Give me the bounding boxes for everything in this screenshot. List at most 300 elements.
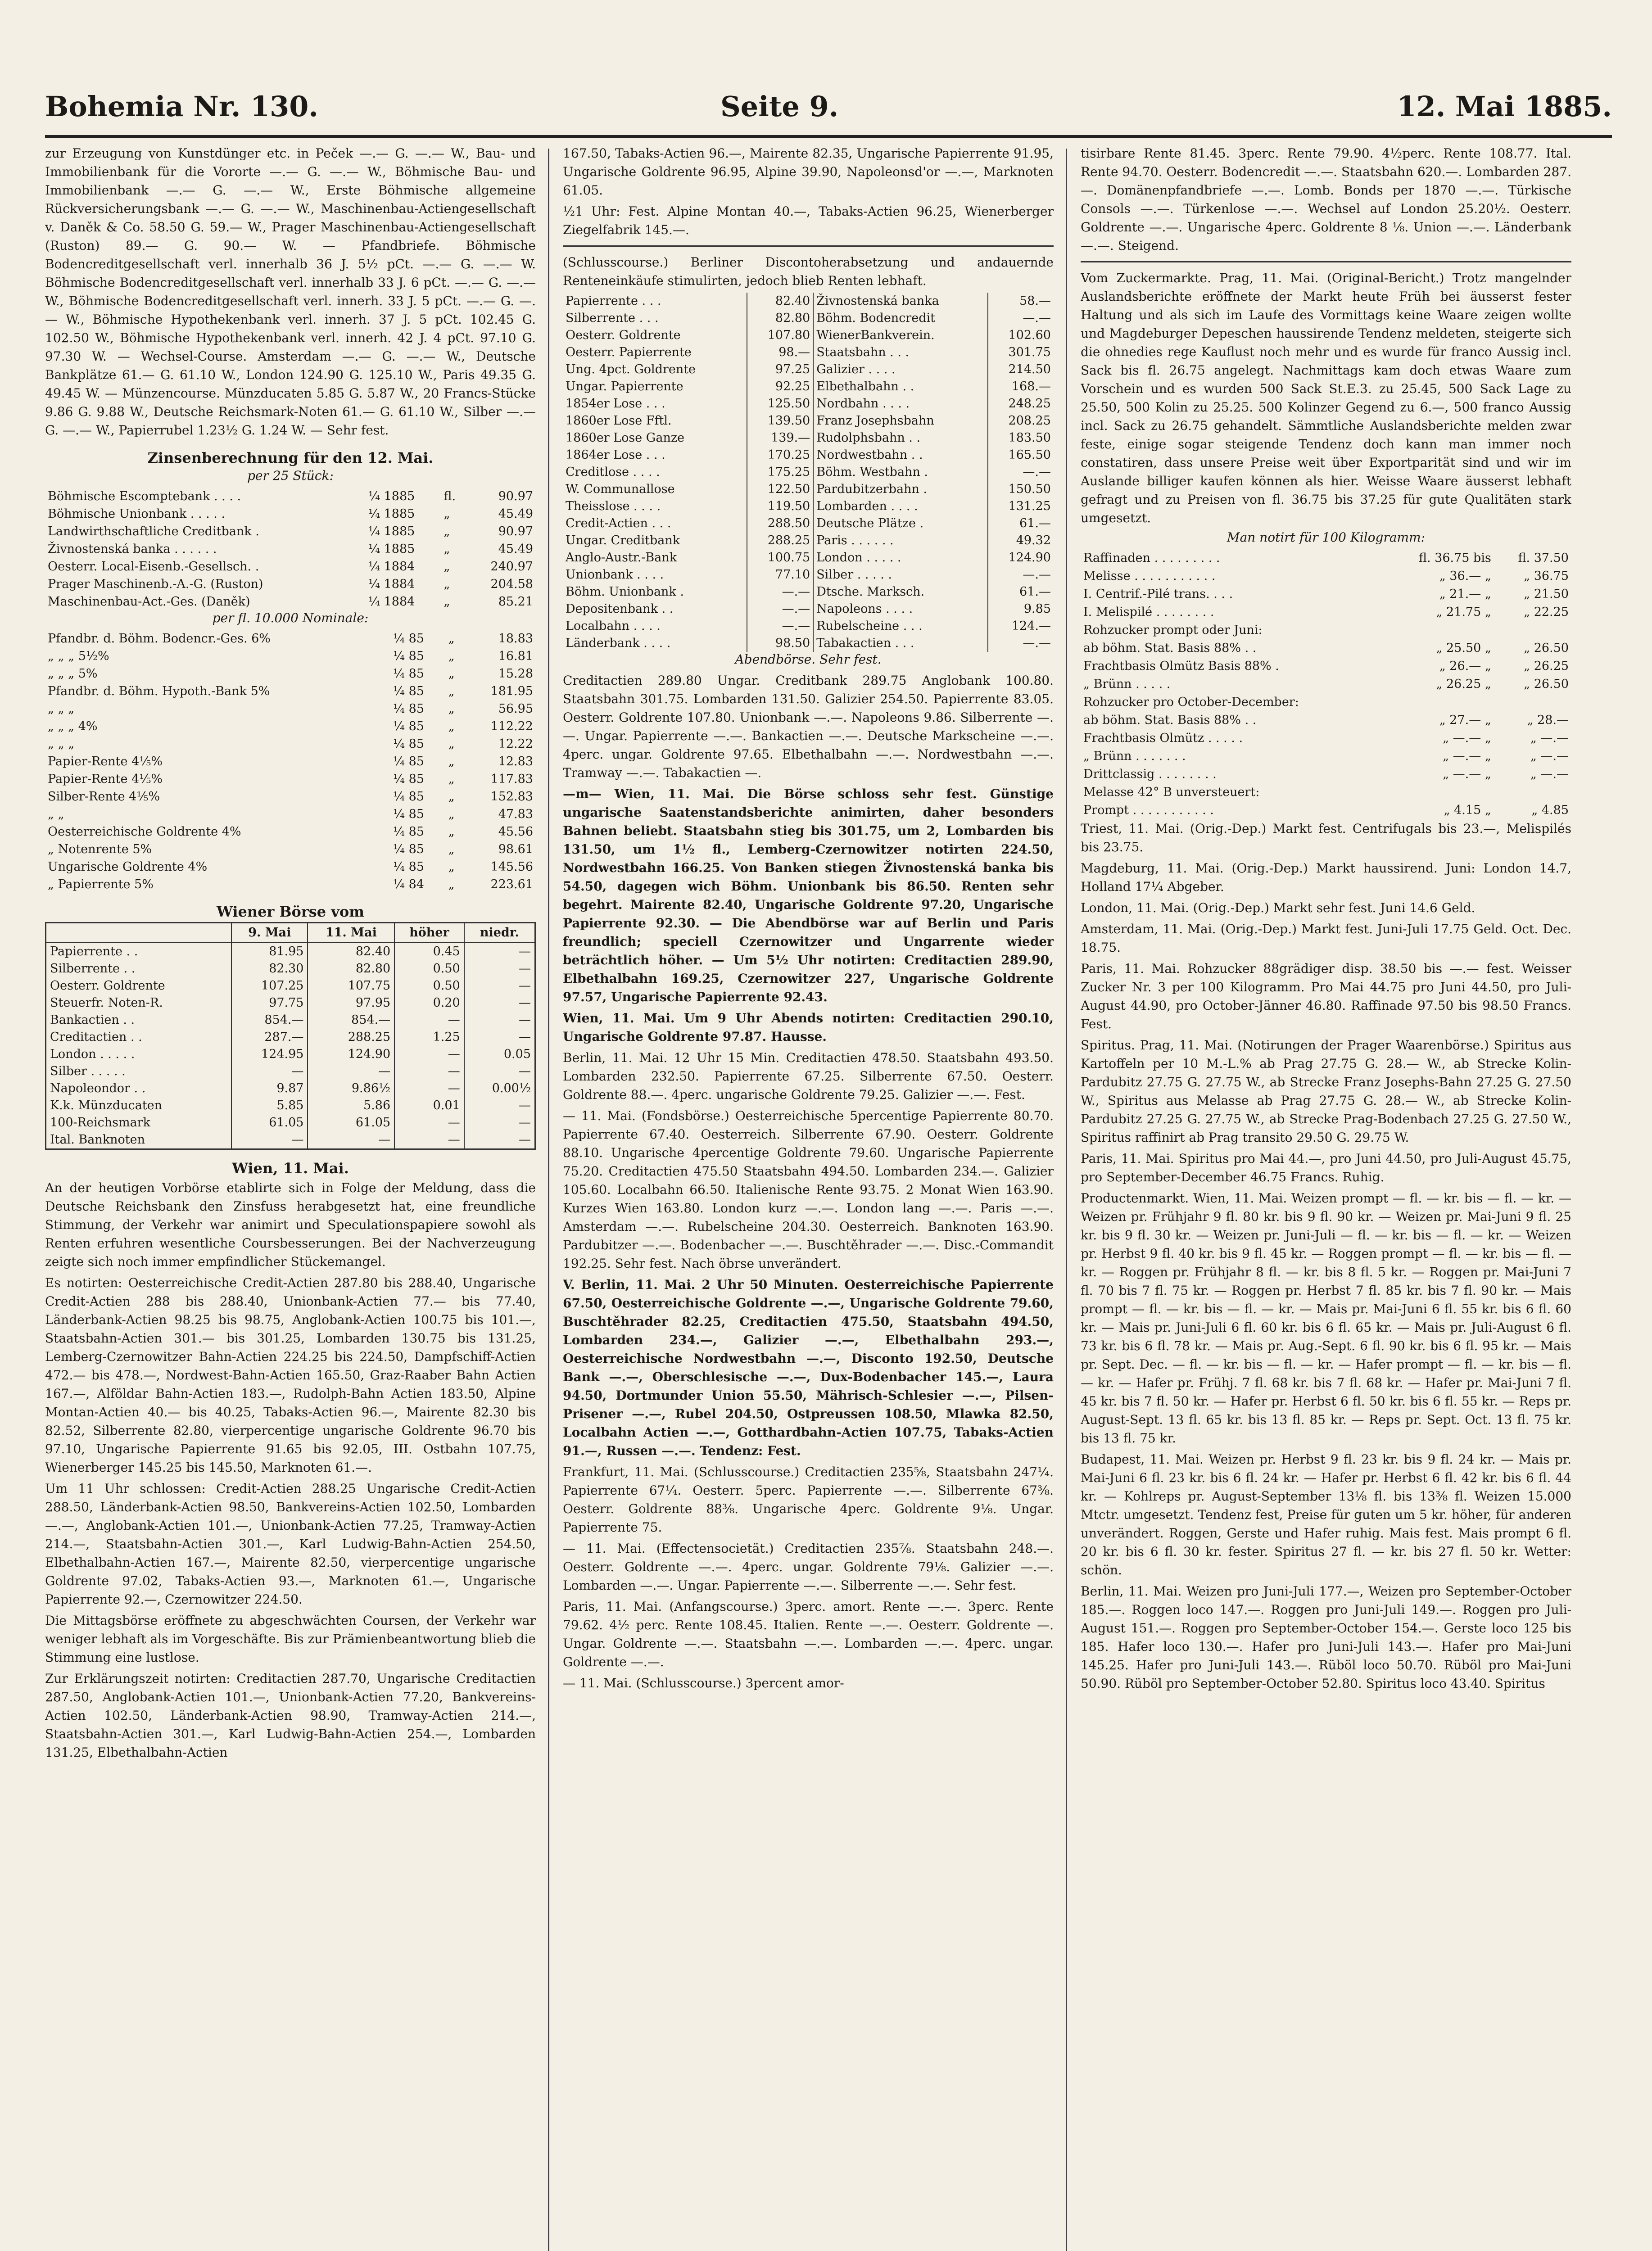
table-cell: Böhmische Unionbank . . . . . <box>48 507 226 521</box>
table-cell: 81.95 <box>231 943 308 960</box>
table-row <box>1081 729 1571 747</box>
table-row <box>46 1046 535 1063</box>
table-row <box>45 575 536 593</box>
table-row <box>45 647 536 665</box>
column-3 <box>1081 144 1571 2251</box>
table-cell: 100-Reichsmark <box>46 1114 232 1131</box>
table-row <box>46 960 535 977</box>
table-cell: 112.22 <box>490 719 533 733</box>
report-paragraph: Budapest, 11. Mai. Weizen pr. Herbst 9 fl. 23 kr. bis 9 fl. 24 kr. — Mais pr. Mai-Juni 6 fl. 23 kr. bis 6 fl. 24 kr. — Hafer pr. Herbst 6 fl. 42 kr. bis 6 fl. 44 kr. — Kohlreps pr. August-September 13⅛ fl. bis 13⅜ fl. Weizen 15.000 Mtctr. umgesetzt. Tendenz fest, Preise für guten um 5 kr. höher, für anderen unverändert. Roggen, Gerste und Hafer ruhig. Mais fest. Mais prompt 6 fl. 20 kr. bis 6 fl. 30 kr. fester. Spiritus 27 fl. — kr. bis 27 fl. 50 kr. Wetter: schön. <box>1081 1452 1571 1578</box>
table-row <box>45 488 536 505</box>
report-paragraph: An der heutigen Vorbörse etablirte sich in Folge der Meldung, dass die Deutsche Reichsbank den Zinsfuss herabgesetzt hat, eine freundliche Stimmung, der Verkehr war animirt und Speculationspapiere sowohl als Renten erfuhren wesentliche Coursbesserungen. Bei der Nachverzeugung zeigte sich noch immer empfindlicher Stückemangel. <box>45 1180 536 1269</box>
table-row <box>563 429 1054 447</box>
divider <box>563 245 1054 247</box>
section-subtitle: Abendbörse. Sehr fest. <box>735 652 882 667</box>
table-cell: ¼ 85 <box>393 719 424 733</box>
table-row <box>45 753 536 770</box>
report-paragraph: — 11. Mai. (Fondsbörse.) Oesterreichische 5percentige Papierrente 80.70. Papierrente 67.40. Oesterreich. Silberrente 67.90. Oesterr. Goldrente 88.10. Ungarische 4percentige Goldrente 79.60. Ungarische Papierrente 75.20. Creditactien 475.50 Staatsbahn 494.50. Lombarden 234.—. Galizier 105.60. Localbahn 66.50. Italienische Rente 93.75. 2 Monat Wien 163.90. Kurzes Wien 163.80. London kurz —.—. London lang —.—. Paris —.—. Amsterdam —.—. Rubelscheine 204.30. Oesterreich. Banknoten 163.90. Pardubitzer —.—. Bodenbacher —.—. Buschtěhrader —.—. Disc.-Commandit 192.25. Sehr fest. Nach öbrse unverändert. <box>563 1108 1054 1271</box>
table-cell: „ Brünn . . . . . . . <box>1083 749 1186 763</box>
table-cell: Papier-Rente 4⅕% <box>48 755 163 768</box>
table-cell: — <box>464 1097 535 1114</box>
table-cell: 58.— <box>988 293 1054 310</box>
table-cell: Oesterr. Papierrente <box>566 345 692 359</box>
table-cell: fl. 37.50 <box>1518 551 1569 565</box>
table-cell: 107.80 <box>747 327 813 344</box>
column-header <box>46 923 232 943</box>
table-cell: — <box>394 1114 464 1131</box>
table-cell: 9.87 <box>231 1080 308 1097</box>
table-row <box>1081 783 1571 801</box>
table-row <box>563 447 1054 464</box>
table-cell: 45.49 <box>498 507 533 521</box>
table-row <box>46 1063 535 1080</box>
table-cell: Ital. Banknoten <box>46 1131 232 1149</box>
interest-table-nominal <box>45 630 536 893</box>
table-cell: 85.21 <box>498 595 533 609</box>
table-cell: ab böhm. Stat. Basis 88% . . <box>1083 713 1257 727</box>
table-cell: 0.05 <box>464 1046 535 1063</box>
table-cell: —.— <box>988 635 1054 652</box>
table-cell: —.— <box>988 464 1054 481</box>
table-cell: „ <box>448 842 455 856</box>
column-header: 9. Mai <box>231 923 308 943</box>
table-cell: Nordwestbahn . . <box>813 447 988 464</box>
table-row <box>563 327 1054 344</box>
report-paragraph: Magdeburg, 11. Mai. (Orig.-Dep.) Markt haussirend. Juni: London 14.7, Holland 17¼ Abgeber. <box>1081 861 1571 894</box>
table-cell: ¼ 1885 <box>368 507 415 521</box>
interest-table <box>45 488 536 610</box>
table-cell: 47.83 <box>498 807 533 821</box>
table-cell: 301.75 <box>988 344 1054 361</box>
table-cell: 131.25 <box>988 498 1054 515</box>
table-cell: 107.25 <box>231 977 308 994</box>
table-cell: „ 27.— „ <box>1439 713 1491 727</box>
table-cell: — <box>231 1131 308 1149</box>
table-cell: Silber . . . . . <box>813 566 988 583</box>
table-cell: Frachtbasis Olmütz . . . . . <box>1083 731 1243 745</box>
table-cell: — <box>464 1029 535 1046</box>
table-cell: Unionbank . . . . <box>566 568 664 582</box>
table-cell: Papierrente . . <box>46 943 232 960</box>
table-cell: Prager Maschinenb.-A.-G. (Ruston) <box>48 577 263 591</box>
table-row <box>1081 549 1571 567</box>
table-cell: 92.25 <box>747 378 813 395</box>
table-cell: —.— <box>747 583 813 601</box>
table-cell: 56.95 <box>498 702 533 716</box>
newspaper-page <box>45 77 1612 2251</box>
table-cell: 208.25 <box>988 412 1054 429</box>
table-cell: Napoleondor . . <box>46 1080 232 1097</box>
table-cell: Elbethalbahn . . <box>813 378 988 395</box>
table-cell: „ —.— <box>1530 731 1569 745</box>
table-cell: Rohzucker prompt oder Juni: <box>1083 623 1263 637</box>
table-cell: — <box>394 1046 464 1063</box>
table-cell: Frachtbasis Olmütz Basis 88% . <box>1083 659 1279 673</box>
issue-label: Bohemia Nr. 130. <box>45 90 319 123</box>
table-cell: ¼ 85 <box>393 772 424 786</box>
table-row <box>45 805 536 823</box>
table-cell: 82.40 <box>747 293 813 310</box>
table-row <box>563 532 1054 549</box>
table-cell: „ 36.— „ <box>1439 569 1491 583</box>
table-row <box>563 361 1054 378</box>
report-paragraph: V. Berlin, 11. Mai. 2 Uhr 50 Minuten. Oesterreichische Papierrente 67.50, Oesterreichische Goldrente —.—, Ungarische Goldrente 79.60, Buschtěhrader 82.25, Creditactien 475.50, Staatsbahn 494.50, Lombarden 234.—, Galizier —.—, Elbethalbahn 293.—, Oesterreichische Nordwestbahn —.—, Disconto 192.50, Deutsche Bank —.—, Oberschlesische —.—, Dux-Bodenbacher 145.—, Laura 94.50, Dortmunder Union 55.50, Mährisch-Schlesier —.—, Pilsen-Prisener —.—, Rubel 204.50, Ostpreussen 108.50, Mlawka 82.50, Localbahn Actien —.—, Gotthardbahn-Actien 107.75, Tabaks-Actien 91.—, Russen —.—. Tendenz: Fest. <box>563 1277 1054 1458</box>
table-cell: Rudolphsbahn . . <box>813 429 988 447</box>
table-cell: „ <box>448 772 455 786</box>
table-cell: „ 26.50 <box>1524 641 1569 655</box>
table-row <box>45 540 536 558</box>
table-cell: Länderbank . . . . <box>566 636 671 650</box>
table-cell: 15.28 <box>498 667 533 681</box>
report-paragraph: Triest, 11. Mai. (Orig.-Dep.) Markt fest. Centrifugals bis 23.—, Melispilés bis 23.75. <box>1081 821 1571 854</box>
table-cell: 61.— <box>988 515 1054 532</box>
table-cell: „ 26.50 <box>1524 677 1569 691</box>
table-cell: London . . . . . <box>46 1046 232 1063</box>
table-cell: — <box>464 1012 535 1029</box>
page-number: Seite 9. <box>720 90 839 123</box>
table-cell: „ <box>444 560 450 574</box>
table-cell: 287.— <box>231 1029 308 1046</box>
table-cell: Böhm. Bodencredit <box>813 310 988 327</box>
table-cell: 248.25 <box>988 395 1054 412</box>
report-paragraph: Die Mittagsbörse eröffnete zu abgeschwächten Coursen, der Verkehr war weniger lebhaft als im Vorgeschäfte. Bis zur Prämienbeantwortung blieb die Stimmung eine lustlose. <box>45 1613 536 1665</box>
table-cell <box>1386 693 1494 711</box>
table-cell: 82.80 <box>747 310 813 327</box>
table-cell: 45.49 <box>498 542 533 556</box>
report-paragraph: Es notirten: Oesterreichische Credit-Actien 287.80 bis 288.40, Ungarische Credit-Actien 288 bis 288.40, Unionbank-Actien 77.— bis 77.40, Länderbank-Actien 98.25 bis 98.75, Anglobank-Actien 100.75 bis 101.—, Staatsbahn-Actien 301.— bis 301.25, Lombarden 130.75 bis 131.25, Lemberg-Czernowitzer Bahn-Actien 224.25 bis 224.50, Dampfschiff-Actien 472.— bis 478.—, Nordwest-Bahn-Actien 165.50, Graz-Raaber Bahn Actien 167.—, Alföldar Bahn-Actien 183.—, Rudolph-Bahn Actien 183.50, Alpine Montan-Actien 40.— bis 40.25, Tabaks-Actien 96.—, Mairente 82.30 bis 82.52, Silberrente 82.80, vierpercentige ungarische Goldrente 96.70 bis 97.10, Ungarische Papierrente 91.65 bis 92.05, III. Ostbahn 107.75, Wienerberger 145.25 bis 145.50, Marknoten 61.—. <box>45 1275 536 1475</box>
table-cell <box>1386 621 1494 639</box>
table-cell: Maschinenbau-Act.-Ges. (Daněk) <box>48 595 250 609</box>
table-row <box>45 718 536 735</box>
table-cell: 170.25 <box>747 447 813 464</box>
table-cell: Böhmische Escomptebank . . . . <box>48 489 241 503</box>
table-cell: „ <box>448 755 455 768</box>
table-cell: Oesterr. Goldrente <box>46 977 232 994</box>
table-cell: 9.86½ <box>308 1080 394 1097</box>
table-cell: —.— <box>988 566 1054 583</box>
table-cell: Creditlose . . . . <box>566 465 660 479</box>
table-cell: 0.00½ <box>464 1080 535 1097</box>
table-cell: Böhm. Unionbank . <box>566 585 684 599</box>
table-cell: Localbahn . . . . <box>566 619 661 633</box>
table-cell: 124.95 <box>231 1046 308 1063</box>
table-cell: — <box>308 1063 394 1080</box>
table-cell: „ <box>448 719 455 733</box>
table-cell: „ 21.— „ <box>1439 587 1491 601</box>
table-cell: Melisse . . . . . . . . . . . <box>1083 569 1216 583</box>
table-cell: 12.22 <box>498 737 533 751</box>
table-cell: 82.30 <box>231 960 308 977</box>
table-cell <box>1494 693 1571 711</box>
table-row <box>45 683 536 700</box>
table-row <box>563 395 1054 412</box>
table-cell: Ungarische Goldrente 4% <box>48 860 208 874</box>
table-cell: — <box>464 1131 535 1149</box>
table-cell <box>1494 783 1571 801</box>
table-row <box>45 523 536 540</box>
table-cell: — <box>464 943 535 960</box>
report-paragraph: Paris, 11. Mai. Rohzucker 88grädiger disp. 38.50 bis —.— fest. Weisser Zucker Nr. 3 per 100 Kilogramm. Pro Mai 44.75 pro Juni 44.50, pro Juli-August 44.90, pro October-Jänner 46.80. Raffinade 97.50 bis 98.50 Francs. Fest. <box>1081 961 1571 1031</box>
table-cell: London . . . . . <box>813 549 988 566</box>
table-cell: „ <box>448 702 455 716</box>
table-cell: 122.50 <box>747 481 813 498</box>
table-cell: I. Melispilé . . . . . . . . <box>1083 605 1214 619</box>
divider <box>1081 261 1571 262</box>
table-row <box>563 293 1054 310</box>
table-cell: 223.61 <box>490 877 533 891</box>
table-row <box>1081 765 1571 783</box>
report-paragraph: Amsterdam, 11. Mai. (Orig.-Dep.) Markt fest. Juni-Juli 17.75 Geld. Oct. Dec. 18.75. <box>1081 922 1571 955</box>
table-cell: Pfandbr. d. Böhm. Hypoth.-Bank 5% <box>48 684 270 698</box>
table-row <box>45 788 536 805</box>
report-paragraph: — 11. Mai. (Effectensocietät.) Creditactien 235⅞. Staatsbahn 248.—. Oesterr. Goldrente —.—. 4perc. ungar. Goldrente 79⅛. Galizier —.—. Lombarden —.—. Ungar. Papierrente —.—. Silberrente —.—. Sehr fest. <box>563 1541 1054 1593</box>
table-cell: ¼ 85 <box>393 667 424 681</box>
table-cell: Silber-Rente 4⅕% <box>48 790 160 804</box>
table-cell: Bankactien . . <box>46 1012 232 1029</box>
table-cell: 854.— <box>231 1012 308 1029</box>
table-cell: Živnostenská banka . . . . . . <box>48 542 217 556</box>
section-title: Wien, 11. Mai. <box>232 1160 349 1177</box>
table-cell: 1860er Lose Ganze <box>566 431 685 445</box>
table-cell: 183.50 <box>988 429 1054 447</box>
table-cell: 5.86 <box>308 1097 394 1114</box>
table-cell: Rohzucker pro October-December: <box>1083 695 1299 709</box>
table-cell: 214.50 <box>988 361 1054 378</box>
table-cell: 98.— <box>747 344 813 361</box>
column-header: niedr. <box>464 923 535 943</box>
table-cell: ¼ 1885 <box>368 489 415 503</box>
table-cell: „ <box>448 807 455 821</box>
table-row <box>46 1080 535 1097</box>
table-cell: ¼ 85 <box>393 702 424 716</box>
table-cell: ¼ 1884 <box>368 560 415 574</box>
table-cell: ¼ 85 <box>393 807 424 821</box>
table-row <box>45 665 536 683</box>
table-cell: 165.50 <box>988 447 1054 464</box>
table-cell: — <box>394 1012 464 1029</box>
table-cell: Dtsche. Marksch. <box>813 583 988 601</box>
table-cell: Galizier . . . . <box>813 361 988 378</box>
table-cell: 240.97 <box>490 560 533 574</box>
table-cell: „ 26.— „ <box>1439 659 1491 673</box>
table-row <box>563 549 1054 566</box>
table-cell: —.— <box>747 601 813 618</box>
table-cell: Staatsbahn . . . <box>813 344 988 361</box>
report-paragraph: Zur Erklärungszeit notirten: Creditactien 287.70, Ungarische Creditactien 287.50, Anglobank-Actien 101.—, Unionbank-Actien 77.20, Bankvereins-Actien 102.50, Länderbank-Actien 98.90, Tramway-Actien 214.—, Staatsbahn-Actien 301.—, Karl Ludwig-Bahn-Actien 254.—, Lombarden 131.25, Elbethalbahn-Actien <box>45 1671 536 1760</box>
table-row <box>1081 567 1571 585</box>
table-cell: 100.75 <box>747 549 813 566</box>
table-cell: Depositenbank . . <box>566 602 674 616</box>
table-cell: 97.75 <box>231 994 308 1012</box>
table-row <box>45 593 536 610</box>
table-row <box>45 630 536 647</box>
table-cell: ¼ 85 <box>393 684 424 698</box>
table-cell <box>1386 783 1494 801</box>
table-cell: 107.75 <box>308 977 394 994</box>
table-cell: „ „ „ 5½% <box>48 649 109 663</box>
table-cell: „ <box>448 877 455 891</box>
report-paragraph: Wien, 11. Mai. Um 9 Uhr Abends notirten: Creditactien 290.10, Ungarische Goldrente 97.87. Hausse. <box>563 1011 1054 1044</box>
table-cell: „ „ <box>48 807 64 821</box>
table-cell: Ung. 4pct. Goldrente <box>566 362 696 376</box>
table-row <box>1081 747 1571 765</box>
table-cell: 0.50 <box>394 977 464 994</box>
issue-date: 12. Mai 1885. <box>1397 90 1612 123</box>
table-row <box>563 566 1054 583</box>
table-cell: „ <box>444 595 450 609</box>
table-cell: „ „ „ 4% <box>48 719 98 733</box>
table-cell: ¼ 1885 <box>368 542 415 556</box>
table-cell: „ „ „ <box>48 702 75 716</box>
table-cell: ¼ 85 <box>393 842 424 856</box>
table-row <box>45 823 536 841</box>
table-cell: 82.80 <box>308 960 394 977</box>
table-cell <box>1494 621 1571 639</box>
table-cell: ¼ 1884 <box>368 577 415 591</box>
table-cell: 139.— <box>747 429 813 447</box>
column-header: höher <box>394 923 464 943</box>
table-cell: — <box>394 1063 464 1080</box>
report-paragraph: Frankfurt, 11. Mai. (Schlusscourse.) Creditactien 235⅝, Staatsbahn 247¼. Papierrente 67¼. Oesterr. 5perc. Papierrente —.—. Silberrente 67⅜. Oesterr. Goldrente 88⅜. Ungarische 4perc. Goldrente 9⅛. Ungar. Papierrente 75. <box>563 1465 1054 1535</box>
table-row <box>46 1029 535 1046</box>
table-cell: 0.20 <box>394 994 464 1012</box>
table-cell: Drittclassig . . . . . . . . <box>1083 767 1217 781</box>
report-paragraph: (Schlusscourse.) Berliner Discontoherabsetzung und andauernde Renteneinkäufe stimulirten, jedoch blieb Renten lebhaft. <box>563 255 1054 288</box>
table-cell: Pfandbr. d. Böhm. Bodencr.-Ges. 6% <box>48 632 271 646</box>
table-cell: 90.97 <box>498 524 533 538</box>
table-cell: Raffinaden . . . . . . . . . <box>1083 551 1220 565</box>
table-row <box>45 770 536 788</box>
section-subtitle: per fl. 10.000 Nominale: <box>212 610 369 625</box>
table-cell: WienerBankverein. <box>813 327 988 344</box>
table-cell: „ —.— „ <box>1443 749 1491 763</box>
table-cell: — <box>464 1114 535 1131</box>
table-cell: — <box>464 977 535 994</box>
table-cell: „ <box>448 790 455 804</box>
table-cell: „ „ „ <box>48 737 75 751</box>
report-paragraph: London, 11. Mai. (Orig.-Dep.) Markt sehr fest. Juni 14.6 Geld. <box>1081 900 1475 915</box>
table-cell: —.— <box>747 618 813 635</box>
report-paragraph: Paris, 11. Mai. Spiritus pro Mai 44.—, pro Juni 44.50, pro Juli-August 45.75, pro September-December 46.75 Francs. Ruhig. <box>1081 1151 1571 1184</box>
table-cell: „ 22.25 <box>1524 605 1569 619</box>
table-cell: — <box>394 1131 464 1149</box>
table-cell: „ 36.75 <box>1524 569 1569 583</box>
table-cell: ¼ 85 <box>393 860 424 874</box>
report-paragraph: Um 11 Uhr schlossen: Credit-Actien 288.25 Ungarische Credit-Actien 288.50, Länderbank-Actien 98.50, Bankvereins-Actien 102.50, Lombarden —.—, Anglobank-Actien 101.—, Unionbank-Actien 77.25, Tramway-Actien 214.—, Staatsbahn-Actien 301.—, Karl Ludwig-Bahn-Actien 254.50, Elbethalbahn-Actien 167.—, Mairente 82.50, vierpercentige ungarische Goldrente 97.02, Tabaks-Actien 93.—, Marknoten 61.—, Ungarische Papierrente 92.—, Czernowitzer 224.50. <box>45 1481 536 1607</box>
table-row <box>45 700 536 718</box>
section-title: Wiener Börse vom <box>216 903 365 920</box>
table-cell: Nordbahn . . . . <box>813 395 988 412</box>
table-cell: „ 26.25 „ <box>1436 677 1491 691</box>
table-cell: Pardubitzerbahn . <box>813 481 988 498</box>
table-row <box>563 515 1054 532</box>
table-cell: Paris . . . . . . <box>813 532 988 549</box>
table-cell: 49.32 <box>988 532 1054 549</box>
table-cell: 181.95 <box>490 684 533 698</box>
table-row <box>1081 711 1571 729</box>
report-paragraph: 167.50, Tabaks-Actien 96.—, Mairente 82.35, Ungarische Papierrente 91.95, Ungarische Goldrente 96.95, Alpine 39.90, Napoleonsd'or —.—, Marknoten 61.05. <box>563 146 1054 198</box>
table-cell: Steuerfr. Noten-R. <box>46 994 232 1012</box>
table-row <box>563 498 1054 515</box>
table-cell: Deutsche Plätze . <box>813 515 988 532</box>
table-cell: Papier-Rente 4⅕% <box>48 772 163 786</box>
report-paragraph: — 11. Mai. (Schlusscourse.) 3percent amor- <box>563 1676 844 1691</box>
table-cell: „ <box>444 507 450 521</box>
table-cell: ¼ 85 <box>393 790 424 804</box>
table-cell: ¼ 85 <box>393 825 424 839</box>
table-cell: „ —.— <box>1530 767 1569 781</box>
table-row <box>563 635 1054 652</box>
table-cell: „ Brünn . . . . . <box>1083 677 1171 691</box>
table-cell: „ —.— <box>1530 749 1569 763</box>
column-divider <box>548 149 549 2251</box>
table-row <box>46 994 535 1012</box>
table-cell: W. Communallose <box>566 482 675 496</box>
table-cell: ¼ 84 <box>393 877 424 891</box>
table-cell: „ <box>444 524 450 538</box>
table-row <box>1081 693 1571 711</box>
closing-prices-table <box>563 293 1054 652</box>
table-cell: Böhm. Westbahn . <box>813 464 988 481</box>
table-row <box>45 505 536 523</box>
table-cell: „ 4.85 <box>1531 803 1569 817</box>
table-row <box>1081 675 1571 693</box>
table-cell: Oesterreichische Goldrente 4% <box>48 825 241 839</box>
table-row <box>45 841 536 858</box>
table-cell: Landwirthschaftliche Creditbank . <box>48 524 259 538</box>
table-cell: „ 26.25 <box>1524 659 1569 673</box>
table-cell: — <box>231 1063 308 1080</box>
table-cell: — <box>464 1063 535 1080</box>
table-cell: Lombarden . . . . <box>813 498 988 515</box>
table-cell: „ <box>444 542 450 556</box>
table-cell: Franz Josephsbahn <box>813 412 988 429</box>
section-title: Zinsenberechnung für den 12. Mai. <box>147 449 434 466</box>
table-row <box>1081 639 1571 657</box>
table-row <box>46 1131 535 1149</box>
table-cell: 145.56 <box>490 860 533 874</box>
section-subtitle: per 25 Stück: <box>247 468 334 483</box>
table-row <box>563 618 1054 635</box>
table-cell: Ungar. Papierrente <box>566 380 683 393</box>
table-cell: 175.25 <box>747 464 813 481</box>
table-cell: 1864er Lose . . . <box>566 448 665 462</box>
table-cell: „ „ „ 5% <box>48 667 98 681</box>
table-cell: 124.90 <box>988 549 1054 566</box>
stock-listing-paragraph: zur Erzeugung von Kunstdünger etc. in Peček —.— G. —.— W., Bau- und Immobilienbank für die Vororte —.— G. —.— W., Böhmische Bau- und Immobilienbank —.— G. —.— W., Erste Böhmische allgemeine Rückversicherungsbank —.— G. —.— W., Maschinenbau-Actiengesellschaft v. Daněk & Co. 58.50 G. 59.— W., Prager Maschinenbau-Actiengesellschaft (Ruston) 89.— G. 90.— W. — Pfandbriefe. Böhmische Bodencreditgesellschaft verl. innerhalb 36 J. 5½ pCt. —.— G. —.— W. Böhmische Bodencreditgesellschaft verl. innerhalb 33 J. 6 pCt. —.— G. —.— W., Böhmische Bodencreditgesellschaft verl. innerh. 33 J. 5 pCt. —.— G. —.— W., Böhmische Hypothekenbank verl. innerh. 37 J. 5 pCt. 102.45 G. 102.50 W., Böhmische Hypothekenbank verl. innerh. 42 J. 4 pCt. 97.10 G. 97.30 W. — Wechsel-Course. Amsterdam —.— G. —.— W., Deutsche Bankplätze 61.— G. 61.10 W., London 124.90 G. 125.10 W., Paris 49.35 G. 49.45 W. — Münzencourse. Münzducaten 5.85 G. 5.87 W., 20 Francs-Stücke 9.86 G. 9.88 W., Deutsche Reichsmark-Noten 61.— G. 61.10 W., Silber —.— G. —.— W., Papierrubel 1.23½ G. 1.24 W. — Sehr fest. <box>45 146 536 438</box>
table-cell: Melasse 42° B unversteuert: <box>1083 785 1260 799</box>
table-cell: „ 25.50 „ <box>1436 641 1491 655</box>
table-cell: Oesterr. Local-Eisenb.-Gesellsch. . <box>48 560 259 574</box>
table-cell: 288.25 <box>308 1029 394 1046</box>
table-cell: 0.45 <box>394 943 464 960</box>
table-cell: I. Centrif.-Pilé trans. . . . <box>1083 587 1233 601</box>
table-cell: 45.56 <box>498 825 533 839</box>
table-cell: 61.05 <box>231 1114 308 1131</box>
table-cell: „ Papierrente 5% <box>48 877 154 891</box>
table-cell: 97.95 <box>308 994 394 1012</box>
column-divider <box>1066 149 1067 2251</box>
table-cell: — <box>464 960 535 977</box>
table-header-row <box>46 923 535 943</box>
table-row <box>563 464 1054 481</box>
table-cell: 102.60 <box>988 327 1054 344</box>
table-cell: K.k. Münzducaten <box>46 1097 232 1114</box>
table-row <box>563 412 1054 429</box>
report-paragraph: Creditactien 289.80 Ungar. Creditbank 289.75 Anglobank 100.80. Staatsbahn 301.75. Lombarden 131.50. Galizier 254.50. Papierrente 83.05. Oesterr. Goldrente 107.80. Unionbank —.—. Napoleons 9.86. Silberrente —.—. Ungar. Papierrente —.—. Bankactien —.—. Deutsche Markscheine —.—. 4perc. ungar. Goldrente 97.65. Elbethalbahn —.—. Nordwestbahn —.—. Tramway —.—. Tabakactien —. <box>563 673 1054 780</box>
table-cell: „ <box>448 737 455 751</box>
report-paragraph: Paris, 11. Mai. (Anfangscourse.) 3perc. amort. Rente —.—. 3perc. Rente 79.62. 4½ perc. Rente 108.45. Italien. Rente —.—. Oesterr. Goldrente —. Ungar. Goldrente —.—. Staatsbahn —.—. Lombarden —.—. 4perc. ungar. Goldrente —.—. <box>563 1599 1054 1669</box>
